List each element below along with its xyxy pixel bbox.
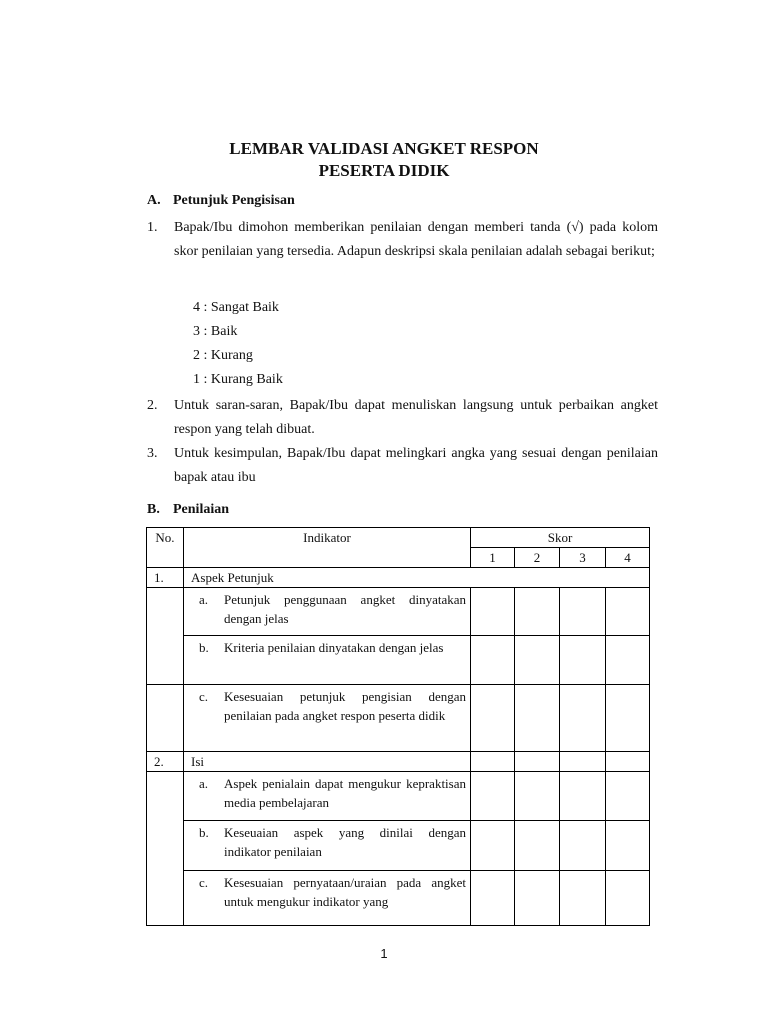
instruction-number: 1. [147, 220, 158, 235]
rating-scale-list [193, 296, 283, 392]
score-cell[interactable] [471, 821, 515, 871]
score-cell[interactable] [560, 752, 606, 772]
header-score-3: 3 [560, 548, 606, 568]
score-cell[interactable] [560, 685, 606, 752]
indicator-text: Kesesuaian pernyataan/uraian pada angket untuk mengukur indikator yang [224, 875, 466, 909]
scale-item-3: 3 : Baik [193, 324, 238, 339]
score-cell[interactable] [560, 821, 606, 871]
score-cell[interactable] [560, 871, 606, 926]
score-cell[interactable] [471, 588, 515, 636]
indicator-text: Kesesuaian petunjuk pengisian dengan penilaian pada angket respon peserta didik [224, 689, 466, 723]
indicator-cell [184, 588, 471, 636]
score-cell[interactable] [606, 636, 650, 685]
indicator-letter: c. [199, 875, 209, 890]
header-score-4: 4 [606, 548, 650, 568]
score-cell[interactable] [606, 772, 650, 821]
score-cell[interactable] [471, 752, 515, 772]
score-cell[interactable] [471, 685, 515, 752]
no-cell-empty [147, 772, 184, 926]
score-cell[interactable] [515, 685, 560, 752]
no-cell-empty [147, 588, 184, 685]
section-b-heading [147, 502, 229, 518]
table-row [147, 871, 650, 926]
indicator-cell [184, 871, 471, 926]
score-cell[interactable] [515, 772, 560, 821]
table-row [147, 752, 650, 772]
document-title [0, 138, 768, 182]
score-cell[interactable] [606, 821, 650, 871]
instruction-number: 2. [147, 398, 158, 413]
instruction-text: Untuk saran-saran, Bapak/Ibu dapat menuliskan langsung untuk perbaikan angket respon yang telah dibuat. [174, 398, 658, 437]
aspect-label: Isi [184, 752, 471, 772]
score-cell[interactable] [515, 821, 560, 871]
assessment-table [146, 527, 650, 926]
page-number: 1 [380, 946, 388, 961]
section-a-letter: A. [147, 193, 161, 208]
title-line-1: LEMBAR VALIDASI ANGKET RESPON [229, 139, 539, 158]
section-b-title: Penilaian [173, 502, 230, 517]
score-cell[interactable] [606, 685, 650, 752]
instruction-text: Untuk kesimpulan, Bapak/Ibu dapat melingkari angka yang sesuai dengan penilaian bapak atau ibu [174, 446, 658, 485]
score-cell[interactable] [560, 636, 606, 685]
header-no: No. [147, 528, 184, 568]
indicator-cell [184, 685, 471, 752]
table-row [147, 821, 650, 871]
score-cell[interactable] [606, 752, 650, 772]
table-row [147, 588, 650, 636]
table-row [147, 685, 650, 752]
score-cell[interactable] [471, 772, 515, 821]
instruction-item-1 [147, 216, 658, 264]
score-cell[interactable] [515, 636, 560, 685]
section-a-title: Petunjuk Pengisisan [173, 193, 295, 208]
indicator-text: Petunjuk penggunaan angket dinyatakan dengan jelas [224, 592, 466, 626]
section-a-heading [147, 193, 295, 209]
header-indikator: Indikator [184, 528, 471, 568]
title-line-2: PESERTA DIDIK [318, 161, 450, 180]
table-row [147, 772, 650, 821]
indicator-letter: a. [199, 776, 209, 791]
header-score-2: 2 [515, 548, 560, 568]
header-skor: Skor [471, 528, 650, 548]
scale-item-4: 4 : Sangat Baik [193, 300, 279, 315]
score-cell[interactable] [606, 588, 650, 636]
table-row [147, 636, 650, 685]
score-cell[interactable] [471, 636, 515, 685]
score-cell[interactable] [515, 871, 560, 926]
aspect-number: 1. [147, 568, 184, 588]
score-cell[interactable] [606, 871, 650, 926]
instruction-text: Bapak/Ibu dimohon memberikan penilaian dengan memberi tanda (√) pada kolom skor penilaian yang tersedia. Adapun deskripsi skala penilaian adalah sebagai berikut; [174, 220, 658, 259]
no-cell-empty [147, 685, 184, 752]
instruction-item-3 [147, 442, 658, 490]
score-cell[interactable] [515, 752, 560, 772]
score-cell[interactable] [560, 772, 606, 821]
score-cell[interactable] [471, 871, 515, 926]
indicator-letter: b. [199, 640, 209, 655]
scale-item-1: 1 : Kurang Baik [193, 372, 283, 387]
indicator-cell [184, 821, 471, 871]
scale-item-2: 2 : Kurang [193, 348, 253, 363]
indicator-text: Aspek penialain dapat mengukur kepraktisan media pembelajaran [224, 776, 466, 810]
indicator-letter: c. [199, 689, 209, 704]
table-header-row [147, 528, 650, 548]
indicator-text: Kriteria penilaian dinyatakan dengan jelas [224, 640, 444, 655]
aspect-number: 2. [147, 752, 184, 772]
indicator-cell [184, 636, 471, 685]
indicator-cell [184, 772, 471, 821]
table-row [147, 568, 650, 588]
score-cell[interactable] [515, 588, 560, 636]
instruction-item-2 [147, 394, 658, 442]
indicator-letter: b. [199, 825, 209, 840]
header-score-1: 1 [471, 548, 515, 568]
instruction-number: 3. [147, 446, 158, 461]
aspect-label: Aspek Petunjuk [184, 568, 650, 588]
score-cell[interactable] [560, 588, 606, 636]
indicator-letter: a. [199, 592, 209, 607]
section-b-letter: B. [147, 502, 160, 517]
indicator-text: Keseuaian aspek yang dinilai dengan indikator penilaian [224, 825, 466, 859]
